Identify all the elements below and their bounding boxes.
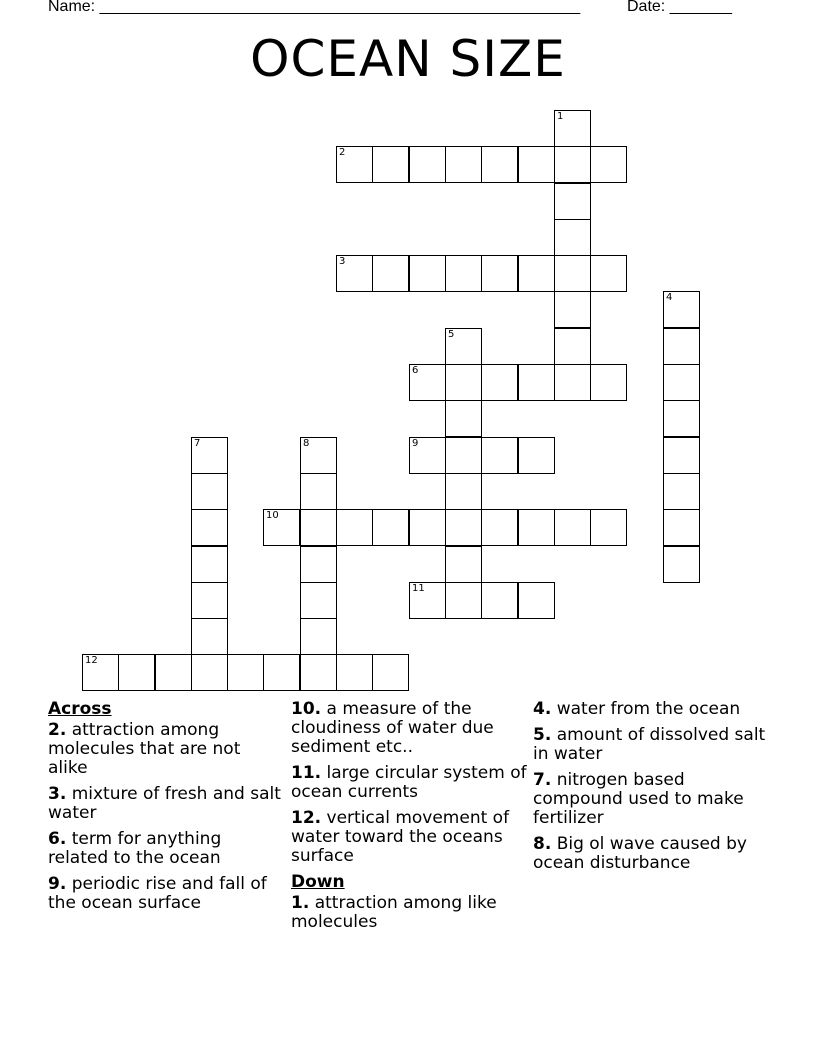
grid-cell[interactable] xyxy=(481,255,518,292)
clue-number-label: 6 xyxy=(412,365,419,376)
clue-down-1 xyxy=(291,894,531,932)
grid-cell[interactable] xyxy=(663,437,700,474)
grid-cell[interactable] xyxy=(155,654,192,691)
grid-cell[interactable] xyxy=(300,473,337,510)
clue-across-3 xyxy=(48,785,283,823)
clue-number: 7. xyxy=(533,770,552,790)
clue-down-4 xyxy=(533,700,773,719)
grid-cell[interactable] xyxy=(590,364,627,401)
grid-cell[interactable] xyxy=(300,546,337,583)
grid-cell[interactable] xyxy=(300,654,337,691)
grid-cell[interactable] xyxy=(445,255,482,292)
grid-cell[interactable] xyxy=(518,582,555,619)
grid-cell[interactable] xyxy=(336,255,373,292)
grid-cell[interactable] xyxy=(409,364,446,401)
clue-number-label: 11 xyxy=(412,583,425,594)
grid-cell[interactable] xyxy=(118,654,155,691)
clue-text: large circular system of ocean currents xyxy=(291,763,527,802)
grid-cell[interactable] xyxy=(300,437,337,474)
grid-cell[interactable] xyxy=(445,364,482,401)
clue-text: nitrogen based compound used to make fertilizer xyxy=(533,770,744,828)
clues-column-1 xyxy=(48,700,283,920)
clue-text: water from the ocean xyxy=(556,699,741,719)
clue-across-12 xyxy=(291,809,531,866)
grid-cell[interactable] xyxy=(554,328,591,365)
clue-across-9 xyxy=(48,875,283,913)
clue-number-label: 4 xyxy=(666,292,673,303)
grid-cell[interactable] xyxy=(518,437,555,474)
grid-cell[interactable] xyxy=(518,364,555,401)
clue-number: 10. xyxy=(291,699,322,719)
clue-down-8 xyxy=(533,835,773,873)
grid-cell[interactable] xyxy=(372,146,409,183)
grid-cell[interactable] xyxy=(191,582,228,619)
clue-down-7 xyxy=(533,771,773,828)
grid-cell[interactable] xyxy=(554,146,591,183)
grid-cell[interactable] xyxy=(445,582,482,619)
grid-cell[interactable] xyxy=(518,146,555,183)
clue-across-6 xyxy=(48,830,283,868)
grid-cell[interactable] xyxy=(227,654,264,691)
clue-text: term for anything related to the ocean xyxy=(48,829,222,868)
grid-cell[interactable] xyxy=(191,546,228,583)
clue-number-label: 1 xyxy=(557,111,564,122)
clue-number: 6. xyxy=(48,829,67,849)
grid-cell[interactable] xyxy=(263,654,300,691)
grid-cell[interactable] xyxy=(300,582,337,619)
grid-cell[interactable] xyxy=(445,400,482,437)
grid-cell[interactable] xyxy=(82,654,119,691)
grid-cell[interactable] xyxy=(409,146,446,183)
clue-text: periodic rise and fall of the ocean surface xyxy=(48,874,267,913)
across-heading: Across xyxy=(48,699,112,719)
grid-cell[interactable] xyxy=(663,328,700,365)
clue-number-label: 5 xyxy=(448,329,455,340)
grid-cell[interactable] xyxy=(554,364,591,401)
clue-text: amount of dissolved salt in water xyxy=(533,725,766,764)
grid-cell[interactable] xyxy=(409,582,446,619)
grid-cell[interactable] xyxy=(445,473,482,510)
grid-cell[interactable] xyxy=(481,509,518,546)
grid-cell[interactable] xyxy=(663,546,700,583)
clue-number-label: 8 xyxy=(303,438,310,449)
down-heading: Down xyxy=(291,872,345,892)
grid-cell[interactable] xyxy=(445,146,482,183)
grid-cell[interactable] xyxy=(445,437,482,474)
grid-cell[interactable] xyxy=(554,110,591,147)
grid-cell[interactable] xyxy=(300,618,337,655)
grid-cell[interactable] xyxy=(554,509,591,546)
grid-cell[interactable] xyxy=(409,509,446,546)
name-field-label: Name: ______________________________________________________ xyxy=(48,0,581,15)
grid-cell[interactable] xyxy=(191,437,228,474)
clue-number-label: 2 xyxy=(339,147,346,158)
grid-cell[interactable] xyxy=(445,509,482,546)
clue-number: 1. xyxy=(291,893,310,913)
clue-number-label: 9 xyxy=(412,438,419,449)
grid-cell[interactable] xyxy=(409,437,446,474)
grid-cell[interactable] xyxy=(191,618,228,655)
grid-cell[interactable] xyxy=(372,255,409,292)
clue-number: 8. xyxy=(533,834,552,854)
clue-number-label: 12 xyxy=(85,655,98,666)
clue-text: vertical movement of water toward the oceans surface xyxy=(291,808,510,866)
grid-cell[interactable] xyxy=(336,509,373,546)
clue-text: attraction among molecules that are not alike xyxy=(48,720,241,778)
grid-cell[interactable] xyxy=(481,582,518,619)
grid-cell[interactable] xyxy=(409,255,446,292)
clue-across-2 xyxy=(48,721,283,778)
page-title: OCEAN SIZE xyxy=(250,30,566,88)
grid-cell[interactable] xyxy=(191,654,228,691)
clue-number: 5. xyxy=(533,725,552,745)
grid-cell[interactable] xyxy=(663,291,700,328)
clues-column-3 xyxy=(533,700,773,880)
grid-cell[interactable] xyxy=(481,437,518,474)
grid-cell[interactable] xyxy=(590,509,627,546)
clue-text: attraction among like molecules xyxy=(291,893,497,932)
grid-cell[interactable] xyxy=(191,473,228,510)
grid-cell[interactable] xyxy=(481,364,518,401)
grid-cell[interactable] xyxy=(518,509,555,546)
grid-cell[interactable] xyxy=(663,400,700,437)
clue-text: mixture of fresh and salt water xyxy=(48,784,281,823)
clue-number-label: 7 xyxy=(194,438,201,449)
clue-number-label: 3 xyxy=(339,256,346,267)
grid-cell[interactable] xyxy=(554,183,591,220)
grid-cell[interactable] xyxy=(336,654,373,691)
clue-number-label: 10 xyxy=(266,510,279,521)
grid-cell[interactable] xyxy=(263,509,300,546)
grid-cell[interactable] xyxy=(554,291,591,328)
clue-number: 4. xyxy=(533,699,552,719)
clue-across-11 xyxy=(291,764,531,802)
grid-cell[interactable] xyxy=(300,509,337,546)
clue-across-10 xyxy=(291,700,531,757)
clue-number: 2. xyxy=(48,720,67,740)
clue-down-5 xyxy=(533,726,773,764)
clue-number: 12. xyxy=(291,808,322,828)
grid-cell[interactable] xyxy=(663,364,700,401)
clue-number: 3. xyxy=(48,784,67,804)
clues-column-2 xyxy=(291,700,531,939)
grid-cell[interactable] xyxy=(590,146,627,183)
date-field-label: Date: _______ xyxy=(627,0,732,15)
grid-cell[interactable] xyxy=(191,509,228,546)
grid-cell[interactable] xyxy=(445,328,482,365)
grid-cell[interactable] xyxy=(518,255,555,292)
clue-text: a measure of the cloudiness of water due sediment etc.. xyxy=(291,699,494,757)
grid-cell[interactable] xyxy=(372,654,409,691)
grid-cell[interactable] xyxy=(481,146,518,183)
grid-cell[interactable] xyxy=(554,219,591,256)
grid-cell[interactable] xyxy=(445,546,482,583)
clue-text: Big ol wave caused by ocean disturbance xyxy=(533,834,747,873)
grid-cell[interactable] xyxy=(372,509,409,546)
grid-cell[interactable] xyxy=(590,255,627,292)
grid-cell[interactable] xyxy=(554,255,591,292)
grid-cell[interactable] xyxy=(663,509,700,546)
clue-number: 11. xyxy=(291,763,322,783)
grid-cell[interactable] xyxy=(336,146,373,183)
grid-cell[interactable] xyxy=(663,473,700,510)
clue-number: 9. xyxy=(48,874,67,894)
